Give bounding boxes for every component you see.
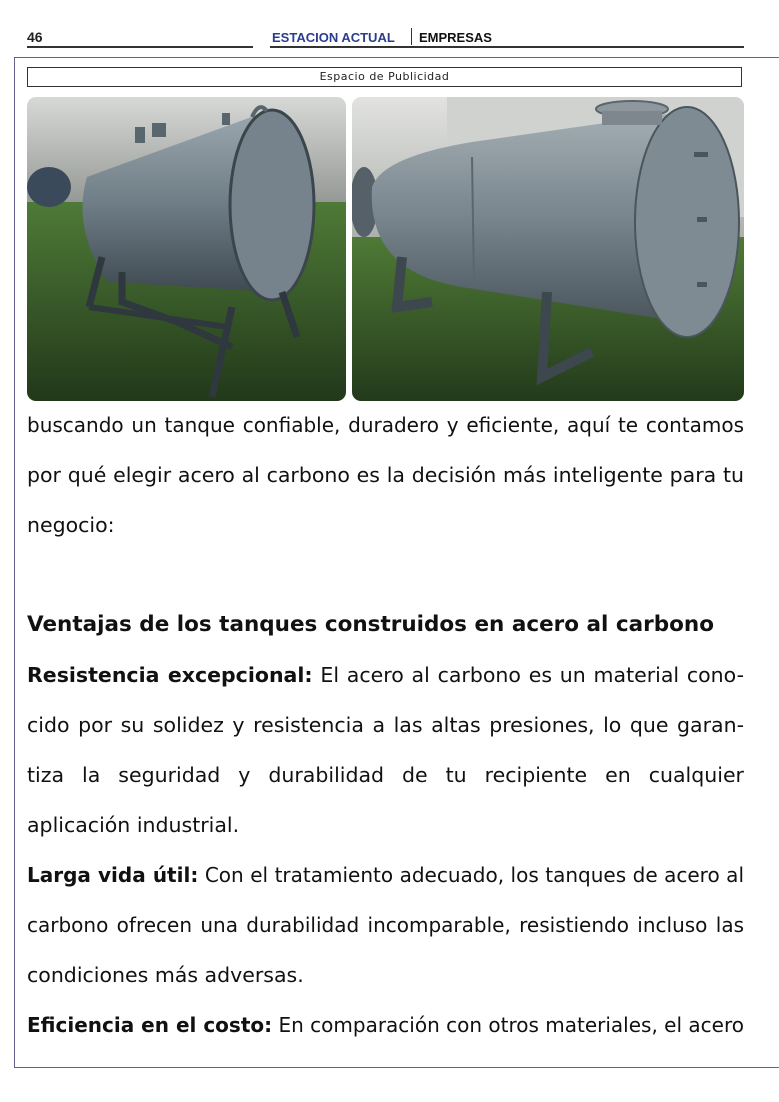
header-section-title: ESTACION ACTUAL <box>272 30 395 45</box>
point3-term: Eficiencia en el costo: <box>27 1013 273 1037</box>
point1-line-1 <box>27 663 744 687</box>
point1-term: Resistencia excepcional: <box>27 663 313 687</box>
point1-line-2: cido por su solidez y resistencia a las altas presiones, lo que garan- <box>27 713 744 737</box>
page-frame-bottom <box>14 1067 779 1068</box>
tank-photo-left <box>27 97 346 401</box>
point3-line-1 <box>27 1013 744 1037</box>
point1-line-3: tiza la seguridad y durabilidad de tu recipiente en cualquier <box>27 763 744 787</box>
point2-text-1: Con el tratamiento adecuado, los tanques de acero al <box>198 863 744 887</box>
intro-line-1: buscando un tanque confiable, duradero y eficiente, aquí te contamos <box>27 413 744 437</box>
ad-space-banner: Espacio de Publicidad <box>27 67 742 87</box>
point2-line-3: condiciones más adversas. <box>27 963 304 987</box>
header-subsection: EMPRESAS <box>419 30 492 45</box>
point2-line-2: carbono ofrecen una durabilidad incomparable, resistiendo incluso las <box>27 913 744 937</box>
point3-text-1: En comparación con otros materiales, el acero <box>272 1013 744 1037</box>
header-divider <box>411 28 412 45</box>
point1-text-1: El acero al carbono es un material cono- <box>312 663 744 687</box>
page-frame-top <box>14 57 779 58</box>
point2-line-1 <box>27 863 744 887</box>
intro-line-3: negocio: <box>27 513 115 537</box>
section-heading: Ventajas de los tanques construidos en acero al carbono <box>27 612 714 637</box>
page-number: 46 <box>27 29 43 45</box>
point1-line-4: aplicación industrial. <box>27 813 240 837</box>
intro-line-2: por qué elegir acero al carbono es la decisión más inteligente para tu <box>27 463 744 487</box>
page-frame-left <box>14 57 15 1067</box>
tank-photo-right <box>352 97 744 401</box>
header-rule-right <box>270 46 744 48</box>
header-rule-left <box>27 46 253 48</box>
point2-term: Larga vida útil: <box>27 863 199 887</box>
